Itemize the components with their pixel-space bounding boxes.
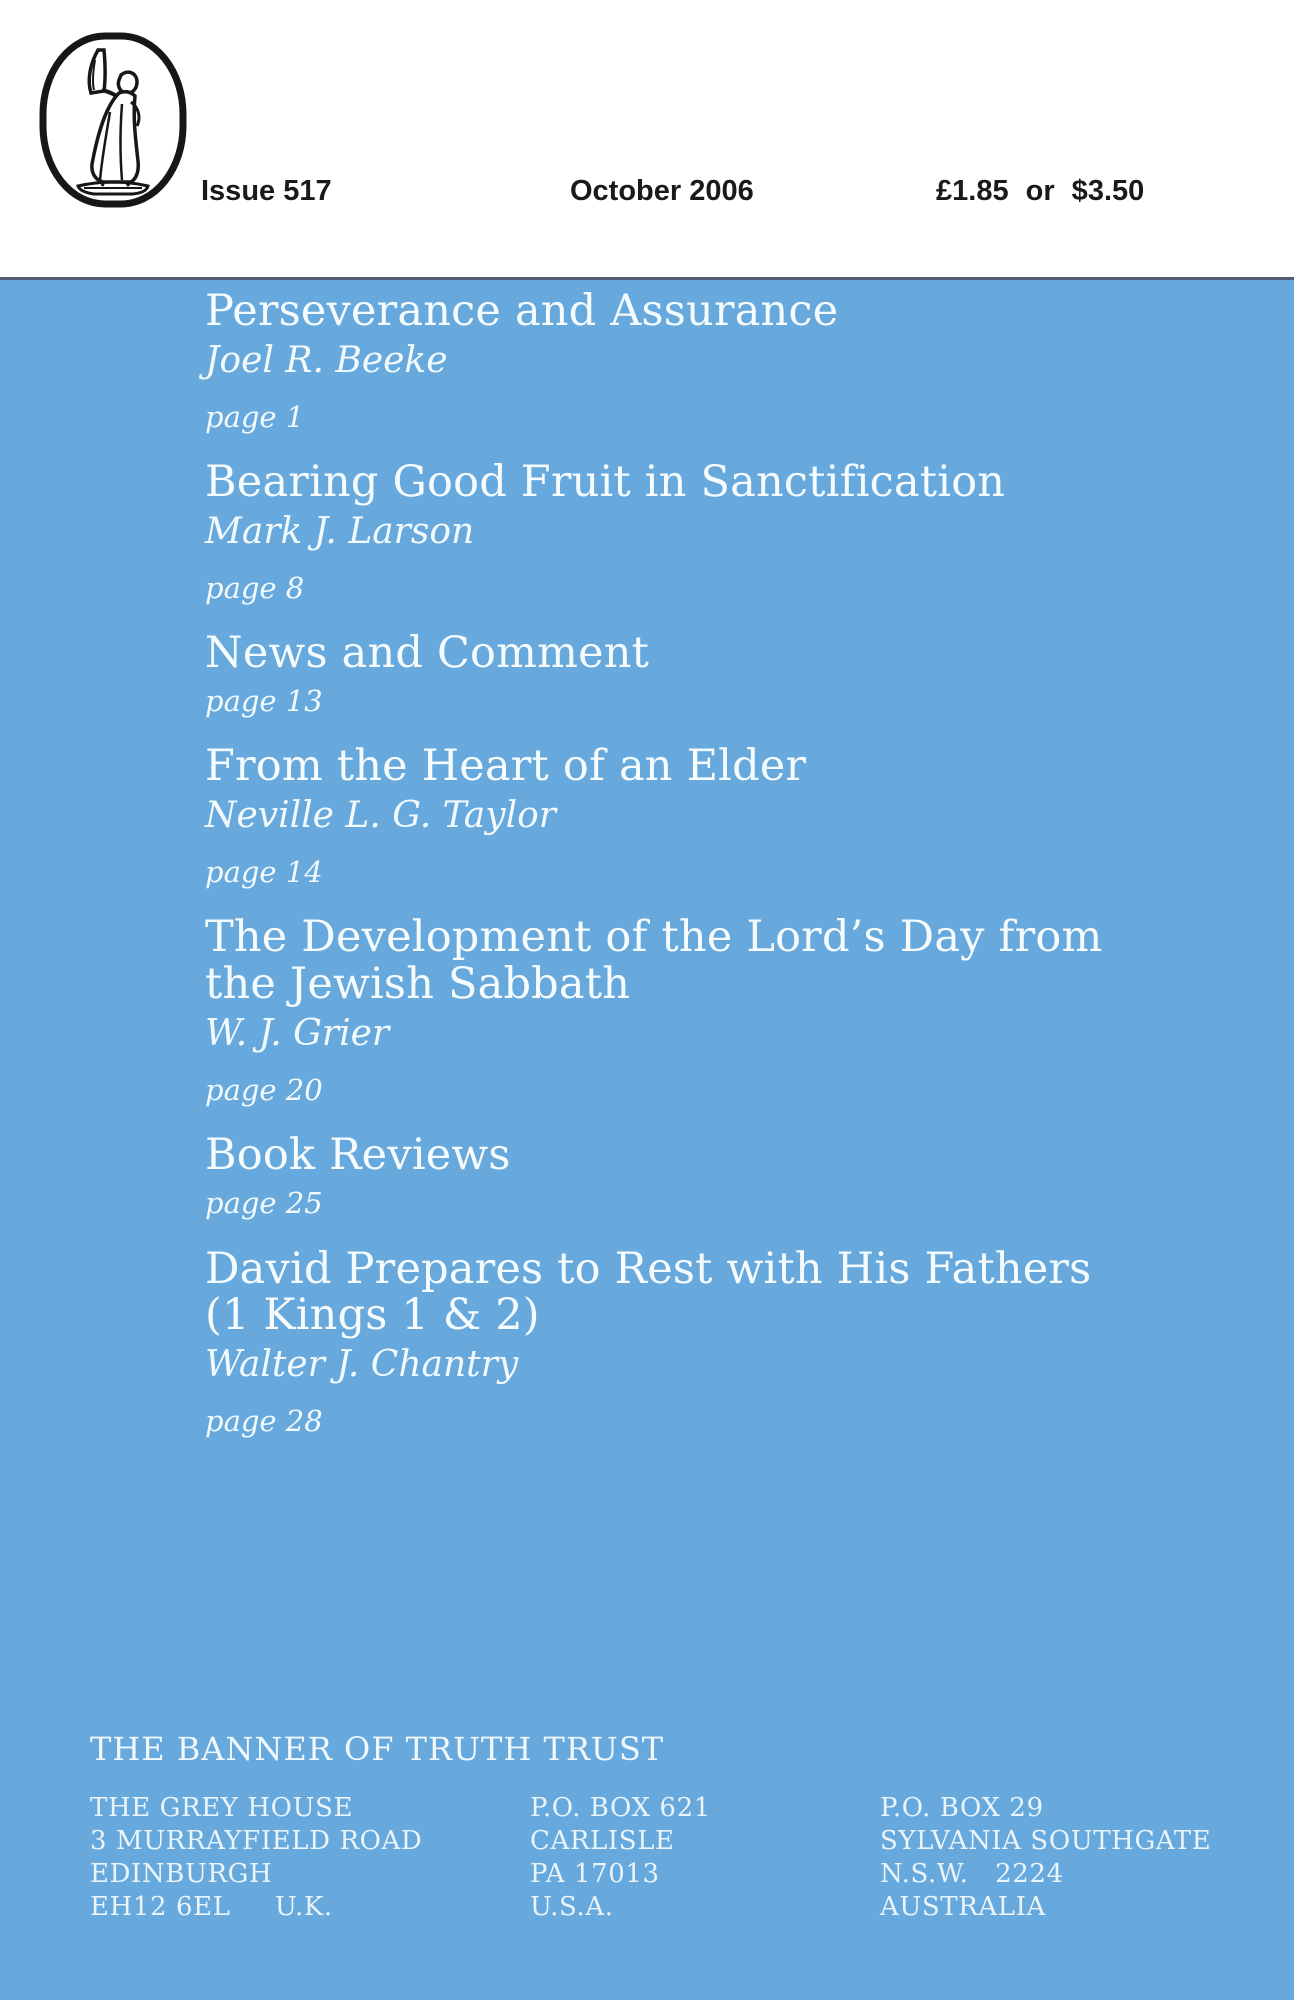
toc-entry — [205, 288, 1254, 435]
banner-of-truth-logo — [38, 30, 188, 210]
article-title-line: Bearing Good Fruit in Sanctification — [205, 457, 1006, 508]
address-line: SYLVANIA SOUTHGATE — [880, 1826, 1212, 1856]
article-title — [205, 459, 1254, 506]
article-page-ref: page 20 — [205, 1073, 323, 1108]
address-line: P.O. BOX 621 — [530, 1793, 711, 1823]
toc-entry — [205, 1243, 1254, 1440]
article-title-line: News and Comment — [205, 628, 650, 679]
article-title-line: the Jewish Sabbath — [205, 959, 631, 1010]
toc-entry — [205, 743, 1254, 890]
header-band — [0, 0, 1294, 277]
article-title — [205, 1132, 1254, 1179]
article-author: Joel R. Beeke — [205, 339, 448, 381]
article-title — [205, 1243, 1254, 1341]
article-title — [205, 743, 1254, 790]
address-line: AUSTRALIA — [880, 1892, 1046, 1922]
article-author: Mark J. Larson — [205, 510, 475, 552]
article-title-line: From the Heart of an Elder — [205, 741, 807, 792]
address-line: EH12 6EL U.K. — [90, 1892, 333, 1922]
article-title-line: Perseverance and Assurance — [205, 286, 839, 336]
address-column — [530, 1792, 880, 1924]
article-page-ref: page 1 — [205, 399, 305, 434]
address-line: 3 MURRAYFIELD ROAD — [90, 1826, 423, 1856]
article-page-ref: page 8 — [205, 570, 305, 605]
article-title-line: (1 Kings 1 & 2) — [205, 1290, 540, 1341]
article-title-line: Book Reviews — [205, 1130, 511, 1181]
toc-entry — [205, 914, 1254, 1108]
toc-entry — [205, 1132, 1254, 1221]
article-title — [205, 630, 1254, 677]
toc-list — [0, 280, 1294, 1439]
article-title — [205, 914, 1254, 1008]
publisher-name: THE BANNER OF TRUTH TRUST — [90, 1730, 665, 1768]
article-author: Neville L. G. Taylor — [205, 795, 556, 837]
article-page-ref: page 28 — [205, 1404, 323, 1439]
address-line: CARLISLE — [530, 1826, 675, 1856]
robed-figure-with-banner-icon — [38, 195, 188, 214]
article-title — [205, 288, 1254, 335]
issue-price: £1.85 or $3.50 — [936, 175, 1145, 207]
cover-body — [0, 277, 1294, 2000]
address-column — [880, 1792, 1254, 1924]
article-page-ref: page 25 — [205, 1186, 323, 1221]
address-line: U.S.A. — [530, 1892, 614, 1922]
address-line: THE GREY HOUSE — [90, 1793, 354, 1823]
publisher-footer — [90, 1730, 1254, 1924]
address-line: N.S.W. 2224 — [880, 1859, 1064, 1889]
toc-entry — [205, 459, 1254, 606]
toc-entry — [205, 630, 1254, 719]
article-page-ref: page 14 — [205, 855, 323, 890]
address-line: P.O. BOX 29 — [880, 1793, 1044, 1823]
issue-number: Issue 517 — [201, 175, 332, 207]
address-line: EDINBURGH — [90, 1859, 273, 1889]
article-author: W. J. Grier — [205, 1013, 390, 1055]
address-line: PA 17013 — [530, 1859, 660, 1889]
article-title-line: David Prepares to Rest with His Fathers — [205, 1243, 1092, 1294]
article-page-ref: page 13 — [205, 684, 323, 719]
address-column — [90, 1792, 530, 1924]
article-author: Walter J. Chantry — [205, 1344, 519, 1386]
article-title-line: The Development of the Lord’s Day from — [205, 912, 1103, 963]
publisher-addresses — [90, 1792, 1254, 1924]
issue-date: October 2006 — [570, 175, 754, 207]
